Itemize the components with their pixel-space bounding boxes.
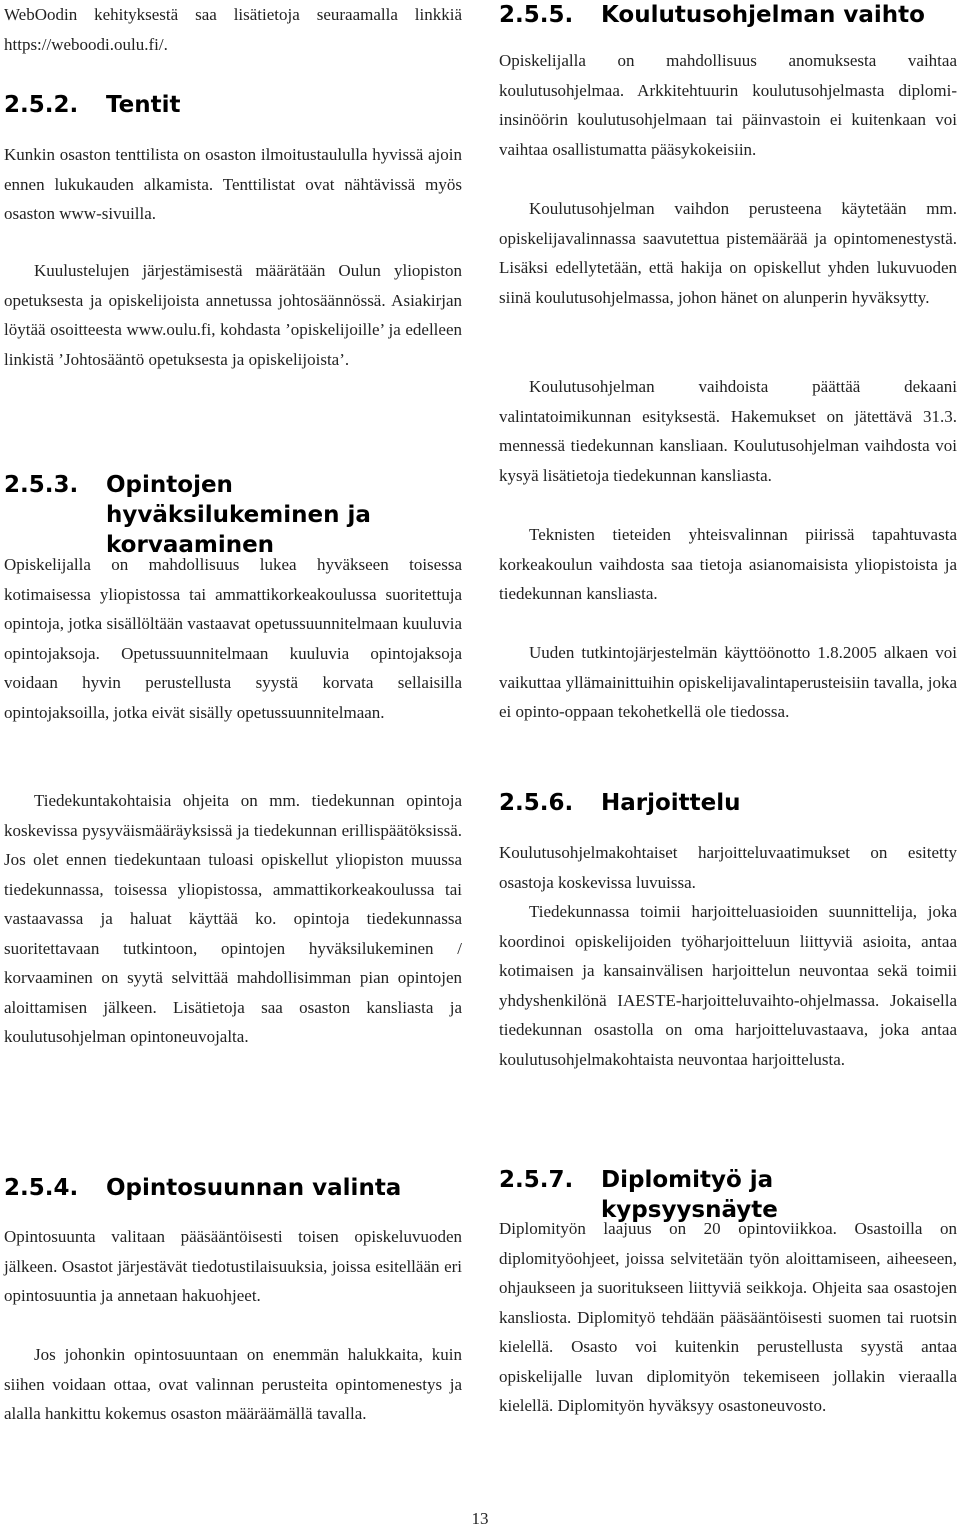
vaihto-paragraph-2: Koulutusohjelman vaihdon perusteena käytetään mm. opiskelijavalinnassa saavutettua pistemäärää ja opintomenestystä. Lisäksi edellytetään, että hakija on opiskellut yhden lukuvuoden siinä koulutusohjelmassa, johon hänet on alunperin hyväksytty. — [499, 199, 957, 307]
diplomityo-paragraph-1: Diplomityön laajuus on 20 opintoviikkoa. Osastoilla on diplomityöohjeet, joissa selvitetään työn aloittamiseen, aiheeseen, ohjaukseen ja suoritukseen liittyviä seikkoja. Ohjeita saa osastojen kansliosta. Diplomityö tehdään pääsääntöisesti suomen tai ruotsin kielellä. Osasto voi kuitenkin perustellusta syystä antaa opiskelijalle luvan diplomityön tekemiseen jollakin vieraalla kielellä. Diplomityön hyväksyy osastoneuvosto. — [499, 1219, 957, 1415]
section-title: Harjoittelu — [601, 790, 741, 816]
section-number: 2.5.7. — [499, 1167, 574, 1193]
section-title: Diplomityö ja kypsyysnäyte — [601, 1167, 778, 1223]
opintosuunta-paragraph-2: Jos johonkin opintosuuntaan on enemmän halukkaita, kuin siihen voidaan ottaa, ovat valinnan perusteita opintomenestys ja alalla hankittu kokemus osaston määräämällä tavalla. — [4, 1345, 462, 1423]
tentit-paragraph-1: Kunkin osaston tenttilista on osaston ilmoitustaululla hyvissä ajoin ennen lukukauden alkamista. Tenttilistat ovat nähtävissä myös osaston www-sivuilla. — [4, 145, 462, 223]
section-number: 2.5.2. — [4, 92, 79, 118]
vaihto-paragraph-4: Teknisten tieteiden yhteisvalinnan piirissä tapahtuvasta korkeakoulun vaihdosta saa tietoja asianomaisista yliopistoista ja tiedekunnan kansliasta. — [499, 525, 957, 603]
opintosuunta-paragraph-1: Opintosuunta valitaan pääsääntöisesti toisen opiskeluvuoden jälkeen. Osastot järjestävät tiedotustilaisuuksia, joissa esitellään eri opintosuuntia ja annetaan hakuohjeet. — [4, 1227, 462, 1305]
page-number: 13 — [471, 1509, 489, 1528]
hyvaksilukeminen-paragraph-1: Opiskelijalla on mahdollisuus lukea hyväkseen toisessa kotimaisessa yliopistossa tai ammattikorkeakoulussa suoritettuja opintoja, jotka sisällöltään vastaavat opetussuunnitelmaan kuuluvia opintojaksoja. Opetussuunnitelmaan kuuluvia opintojaksoja voidaan hyvin perustellusta syystä korvata sellaisilla opintojaksoilla, jotka eivät sisälly opetussuunnitelmaan. — [4, 555, 462, 722]
heading-tentit — [4, 90, 462, 120]
harjoittelu-paragraph-2: Tiedekunnassa toimii harjoitteluasioiden suunnittelija, joka koordinoi opiskelijoiden työharjoitteluun liittyviä asioita, antaa kotimaisen ja kansainvälisen harjoittelun neuvontaa sekä toimii yhdyshenkilönä IAESTE-harjoitteluvaihto-ohjelmassa. Jokaisella tiedekunnan osastolla on oma harjoitteluvastaava, joka antaa koulutusohjelmakohtaista neuvontaa harjoittelusta. — [499, 902, 957, 1069]
section-title: Koulutusohjelman vaihto — [601, 2, 925, 28]
hyvaksilukeminen-paragraph-2: Tiedekuntakohtaisia ohjeita on mm. tiedekunnan opintoja koskevissa pysyväismääräyksissä ja tiedekunnan erillispäätöksissä. Jos olet ennen tiedekuntaan tuloasi opiskellut yliopiston muussa tiedekunnassa, toisessa yliopistossa, ammattikorkeakoulussa tai vastaavassa ja haluat käyttää ko. opintoja tiedekunnassa suoritettavaan tutkintoon, opintojen hyväksilukeminen / korvaaminen on syytä selvittää mahdollisimman pian opintojen aloittamisen jälkeen. Lisätietoja saa osaston kansliasta ja koulutusohjelman opintoneuvojalta. — [4, 791, 462, 1046]
vaihto-paragraph-5: Uuden tutkintojärjestelmän käyttöönotto 1.8.2005 alkaen voi vaikuttaa yllämainittuihin opiskelijavalintaperusteisiin tavalla, joka ei opinto-oppaan tekohetkellä ole tiedossa. — [499, 643, 957, 721]
section-number: 2.5.3. — [4, 472, 79, 498]
harjoittelu-paragraph-1: Koulutusohjelmakohtaiset harjoitteluvaatimukset on esitetty osastoja koskevissa luvuissa. — [499, 843, 957, 892]
tentit-paragraph-2: Kuulustelujen järjestämisestä määrätään Oulun yliopiston opetuksesta ja opiskelijoista annetussa johtosäännössä. Asiakirjan löytää osoitteesta www.oulu.fi, kohdasta ’opiskelijoille’ ja edelleen linkistä ’Johtosääntö opetuksesta ja opiskelijoista’. — [4, 261, 462, 369]
heading-opintosuunnan-valinta — [4, 1173, 462, 1203]
section-title: Opintosuunnan valinta — [106, 1175, 402, 1201]
section-number: 2.5.4. — [4, 1175, 79, 1201]
section-number: 2.5.6. — [499, 790, 574, 816]
intro-paragraph: WebOodin kehityksestä saa lisätietoja seuraamalla linkkiä https://weboodi.oulu.fi/. — [4, 5, 462, 54]
vaihto-paragraph-3: Koulutusohjelman vaihdoista päättää dekaani valintatoimikunnan esityksestä. Hakemukset on jätettävä 31.3. mennessä tiedekunnan kansliaan. Koulutusohjelman vaihdosta voi kysyä lisätietoja tiedekunnan kansliasta. — [499, 377, 957, 485]
heading-harjoittelu — [499, 788, 957, 818]
heading-hyvaksilukeminen — [4, 470, 462, 560]
heading-koulutusohjelman-vaihto — [499, 0, 957, 30]
section-number: 2.5.5. — [499, 2, 574, 28]
section-title: Opintojen hyväksilukeminen ja korvaaminen — [106, 472, 371, 558]
vaihto-paragraph-1: Opiskelijalla on mahdollisuus anomuksesta vaihtaa koulutusohjelmaa. Arkkitehtuurin koulutusohjelmasta diplomi-insinöörin koulutusohjelmaan tai päinvastoin ei kuitenkaan voi vaihtaa osallistumatta pääsykokeisiin. — [499, 51, 957, 159]
section-title: Tentit — [106, 92, 181, 118]
